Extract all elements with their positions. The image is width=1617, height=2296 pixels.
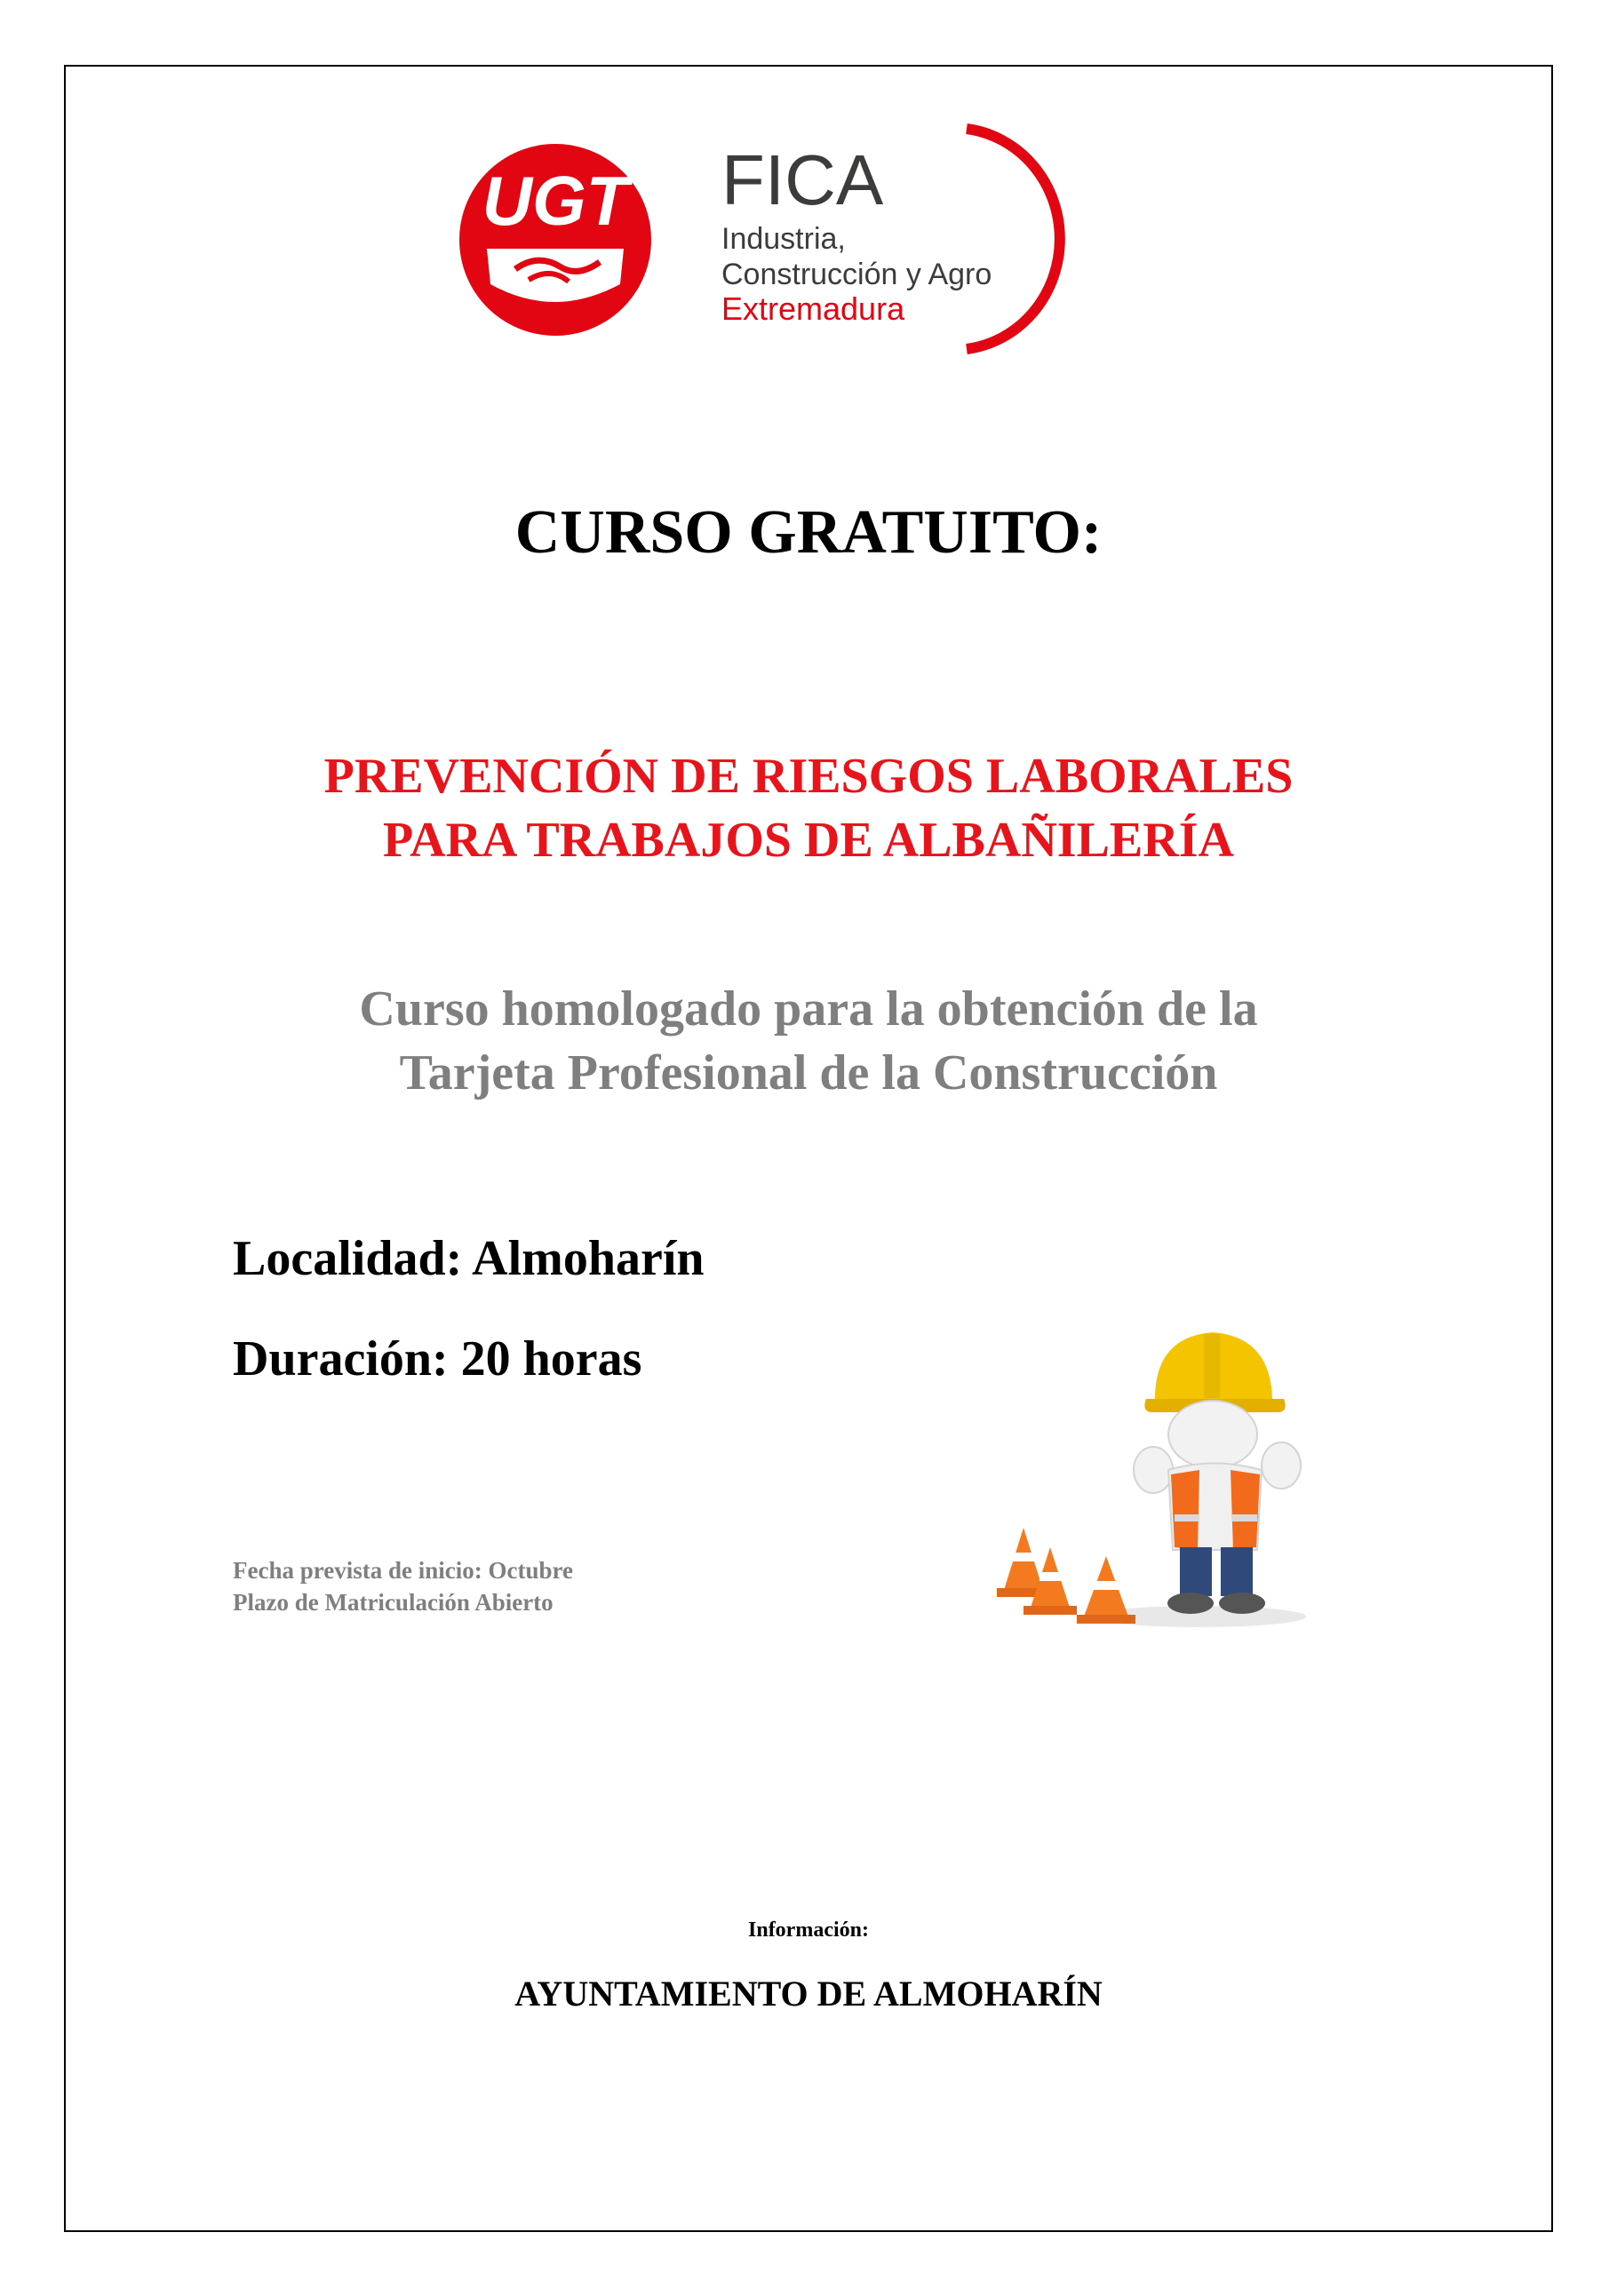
construction-worker-with-cones-icon (977, 1315, 1324, 1643)
course-subtitle-line1: Curso homologado para la obtención de la (359, 981, 1258, 1037)
course-subtitle (0, 977, 1617, 1105)
fica-line1: Industria, (721, 222, 846, 256)
info-organization: AYUNTAMIENTO DE ALMOHARÍN (514, 1974, 1103, 2014)
ugt-fica-logo (453, 120, 1093, 360)
info-label: Información: (748, 1919, 869, 1942)
course-title-line2: PARA TRABAJOS DE ALBAÑILERÍA (383, 813, 1234, 868)
course-title (0, 744, 1617, 872)
headline: CURSO GRATUITO: (514, 498, 1103, 567)
course-subtitle-line2: Tarjeta Profesional de la Construcción (399, 1045, 1218, 1100)
locality-detail: Localidad: Almoharín (233, 1231, 705, 1286)
enrollment-note: Plazo de Matriculación Abierto (233, 1589, 554, 1616)
fica-brand: FICA (721, 140, 884, 219)
ugt-logo-text: UGT (482, 162, 629, 240)
fica-arc-icon (967, 129, 1060, 349)
start-date-note: Fecha prevista de inicio: Octubre (233, 1557, 573, 1584)
course-title-line1: PREVENCIÓN DE RIESGOS LABORALES (323, 749, 1294, 804)
page-border (64, 65, 1553, 2232)
fica-line2: Construcción y Agro (721, 258, 992, 291)
duration-detail: Duración: 20 horas (233, 1331, 642, 1386)
fica-region: Extremadura (721, 290, 905, 327)
